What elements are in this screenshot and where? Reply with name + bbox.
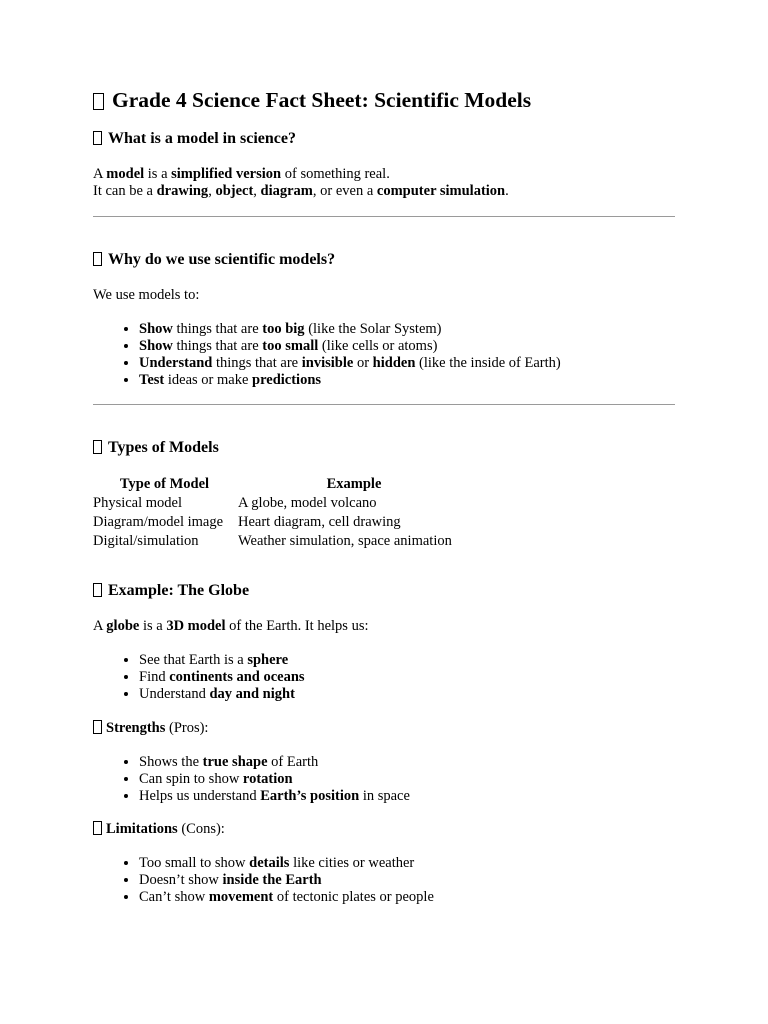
types-table bbox=[93, 474, 470, 551]
list-item bbox=[139, 771, 699, 788]
text-run: like cities or weather bbox=[289, 855, 415, 871]
bold-text: diagram bbox=[260, 183, 313, 199]
text-run: (Cons): bbox=[177, 821, 225, 837]
text-run: Shows the bbox=[139, 754, 203, 770]
list-item bbox=[139, 652, 699, 669]
page-title bbox=[93, 86, 531, 114]
list-item bbox=[139, 889, 699, 906]
bold-text: Strengths bbox=[106, 720, 166, 736]
globe-list bbox=[93, 652, 699, 703]
missing-glyph-icon bbox=[93, 821, 102, 835]
list-item bbox=[139, 872, 699, 889]
table-header: Type of Model bbox=[119, 475, 210, 492]
missing-glyph-icon bbox=[93, 440, 102, 454]
bold-text: hidden bbox=[372, 355, 416, 371]
text-run: , bbox=[208, 183, 216, 199]
text-run: Find bbox=[139, 669, 170, 685]
strengths-list bbox=[93, 754, 699, 805]
bold-text: sphere bbox=[247, 652, 289, 668]
section-heading-text: Why do we use scientific models? bbox=[108, 251, 336, 268]
limitations-label-text bbox=[106, 821, 225, 837]
why-list bbox=[93, 321, 699, 389]
list-item bbox=[139, 338, 699, 355]
divider bbox=[93, 404, 675, 405]
missing-glyph-icon bbox=[93, 252, 102, 266]
bold-text: object bbox=[215, 183, 254, 199]
text-run: is a bbox=[139, 618, 167, 634]
table-row bbox=[93, 494, 470, 513]
text-run: of tectonic plates or people bbox=[273, 889, 434, 905]
bold-text: drawing bbox=[156, 183, 209, 199]
table-row bbox=[93, 532, 470, 551]
text-run: A bbox=[93, 618, 107, 634]
missing-glyph-icon bbox=[93, 93, 104, 110]
bold-text: computer simulation bbox=[376, 183, 506, 199]
section-heading-why bbox=[93, 249, 335, 271]
section-heading-types bbox=[93, 437, 219, 459]
bold-text: movement bbox=[208, 889, 274, 905]
text-run: A bbox=[93, 166, 107, 182]
page-title-text: Grade 4 Science Fact Sheet: Scientific Models bbox=[112, 88, 532, 112]
text-run: (Pros): bbox=[165, 720, 209, 736]
bold-text: globe bbox=[106, 618, 140, 634]
bold-text: continents and oceans bbox=[169, 669, 305, 685]
text-run: Doesn’t show bbox=[139, 872, 223, 888]
missing-glyph-icon bbox=[93, 583, 102, 597]
list-item bbox=[139, 355, 699, 372]
table-header-row bbox=[93, 474, 470, 494]
missing-glyph-icon bbox=[93, 720, 102, 734]
table-cell: Physical model bbox=[93, 495, 183, 511]
table-cell: Digital/simulation bbox=[93, 533, 199, 549]
paragraph: We use models to: bbox=[93, 287, 200, 303]
text-run: ideas or make bbox=[164, 372, 253, 388]
table-row bbox=[93, 513, 470, 532]
text-run: of Earth bbox=[267, 754, 319, 770]
text-run: , or even a bbox=[312, 183, 377, 199]
text-run: It can be a bbox=[93, 183, 157, 199]
bold-text: invisible bbox=[301, 355, 354, 371]
text-run: Understand bbox=[139, 686, 210, 702]
bold-text: 3D model bbox=[166, 618, 226, 634]
section-heading-text: Types of Models bbox=[108, 439, 219, 456]
text-run: Can’t show bbox=[139, 889, 209, 905]
text-run: . bbox=[505, 183, 509, 199]
text-run: or bbox=[353, 355, 373, 371]
limitations-list bbox=[93, 855, 699, 906]
text-run: things that are bbox=[172, 338, 263, 354]
table-cell: A globe, model volcano bbox=[238, 495, 377, 511]
list-item bbox=[139, 754, 699, 771]
paragraph bbox=[93, 618, 369, 635]
text-run: Too small to show bbox=[139, 855, 250, 871]
table-header: Example bbox=[326, 475, 382, 492]
text-run: (like the Solar System) bbox=[304, 321, 442, 337]
section-heading-what bbox=[93, 128, 296, 150]
bold-text: rotation bbox=[242, 771, 293, 787]
text-run: (like the inside of Earth) bbox=[415, 355, 561, 371]
strengths-label-text bbox=[106, 720, 208, 736]
limitations-label bbox=[93, 821, 225, 838]
text-run: things that are bbox=[212, 355, 302, 371]
list-item bbox=[139, 686, 699, 703]
text-run: in space bbox=[359, 788, 410, 804]
text-run: (like cells or atoms) bbox=[318, 338, 438, 354]
text-run: Can spin to show bbox=[139, 771, 243, 787]
text-run: is a bbox=[144, 166, 172, 182]
bold-text: Test bbox=[139, 372, 165, 388]
bold-text: Limitations bbox=[106, 821, 178, 837]
list-item bbox=[139, 855, 699, 872]
bold-text: Understand bbox=[139, 355, 213, 371]
text-run: See that Earth is a bbox=[139, 652, 248, 668]
bold-text: true shape bbox=[202, 754, 268, 770]
bold-text: too small bbox=[262, 338, 319, 354]
bold-text: Show bbox=[139, 338, 173, 354]
section-heading-text: Example: The Globe bbox=[108, 582, 250, 599]
missing-glyph-icon bbox=[93, 131, 102, 145]
bold-text: model bbox=[106, 166, 145, 182]
text-run: things that are bbox=[172, 321, 263, 337]
divider bbox=[93, 216, 675, 217]
paragraph bbox=[93, 183, 509, 200]
table-cell: Heart diagram, cell drawing bbox=[238, 514, 401, 530]
bold-text: day and night bbox=[209, 686, 295, 702]
bold-text: Show bbox=[139, 321, 173, 337]
list-item bbox=[139, 669, 699, 686]
paragraph bbox=[93, 166, 390, 183]
list-item bbox=[139, 321, 699, 338]
text-run: of the Earth. It helps us: bbox=[225, 618, 369, 634]
bold-text: predictions bbox=[252, 372, 322, 388]
section-heading-globe bbox=[93, 580, 249, 602]
bold-text: simplified version bbox=[171, 166, 282, 182]
bold-text: details bbox=[249, 855, 290, 871]
bold-text: inside the Earth bbox=[222, 872, 322, 888]
table-cell: Diagram/model image bbox=[93, 514, 224, 530]
text-run: of something real. bbox=[281, 166, 390, 182]
bold-text: Earth’s position bbox=[260, 788, 360, 804]
list-item bbox=[139, 788, 699, 805]
text-run: , bbox=[253, 183, 261, 199]
list-item bbox=[139, 372, 699, 389]
text-run: Helps us understand bbox=[139, 788, 261, 804]
strengths-label bbox=[93, 720, 208, 737]
table-cell: Weather simulation, space animation bbox=[238, 533, 452, 549]
section-heading-text: What is a model in science? bbox=[108, 130, 296, 147]
bold-text: too big bbox=[262, 321, 305, 337]
